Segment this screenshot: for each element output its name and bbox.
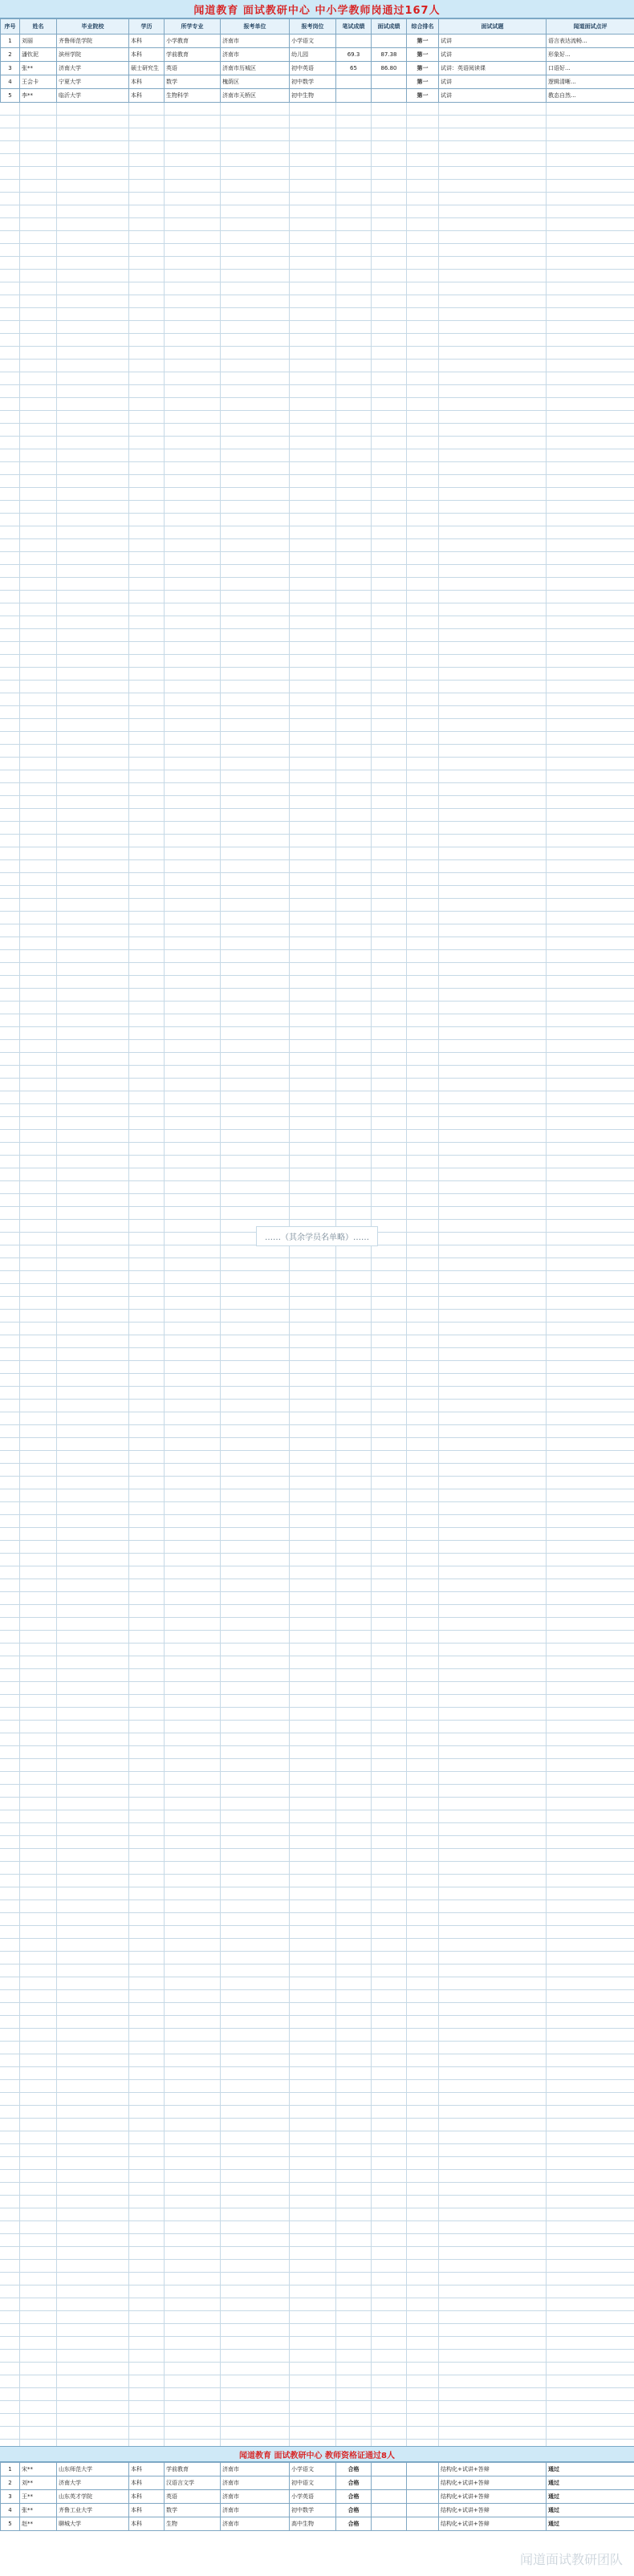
cell-degree: 本科 — [129, 2490, 165, 2504]
grid-line — [220, 103, 221, 2446]
cell-unit: 济南市 — [221, 2504, 290, 2517]
cell-no: 2 — [1, 48, 20, 62]
col-school: 毕业院校 — [57, 19, 129, 35]
table-row — [1, 2490, 634, 2504]
table-row — [1, 2463, 634, 2476]
cell-major: 小学教育 — [165, 35, 221, 48]
cell-school: 山东师范大学 — [57, 2463, 129, 2476]
table-body-continuation — [0, 103, 634, 2446]
cell-written — [336, 35, 372, 48]
cell-topic: 试讲 — [439, 89, 547, 103]
cell-name: 张** — [20, 2504, 57, 2517]
cell-note: 教态自然... — [547, 89, 634, 103]
col-topic: 面试试题 — [439, 19, 547, 35]
cell-rank — [407, 2463, 439, 2476]
cell-post: 小学英语 — [290, 2490, 336, 2504]
cell-note: 通过 — [547, 2490, 634, 2504]
cell-post: 初中生物 — [290, 89, 336, 103]
cell-school: 济南大学 — [57, 2476, 129, 2490]
col-written: 笔试成绩 — [336, 19, 372, 35]
col-post: 报考岗位 — [290, 19, 336, 35]
cell-post: 小学语文 — [290, 2463, 336, 2476]
cell-written: 合格 — [336, 2476, 372, 2490]
cell-topic: 试讲：英语阅读课 — [439, 62, 547, 75]
table-row — [1, 48, 634, 62]
grid-line — [56, 103, 57, 2446]
cell-interview — [372, 89, 407, 103]
cell-name: 潘钦泥 — [20, 48, 57, 62]
cell-topic: 试讲 — [439, 35, 547, 48]
cell-school: 山东英才学院 — [57, 2490, 129, 2504]
cell-written — [336, 89, 372, 103]
grid-line — [128, 103, 129, 2446]
cell-note: 口语好... — [547, 62, 634, 75]
cell-name: 张** — [20, 62, 57, 75]
cell-degree: 本科 — [129, 48, 165, 62]
table-row — [1, 89, 634, 103]
cell-name: 李** — [20, 89, 57, 103]
cell-unit: 济南市 — [221, 48, 290, 62]
cell-note: 语言表达流畅... — [547, 35, 634, 48]
cell-post: 初中语文 — [290, 2476, 336, 2490]
cell-topic: 结构化+试讲+答辩 — [439, 2490, 547, 2504]
cell-no: 4 — [1, 75, 20, 89]
cell-note: 通过 — [547, 2476, 634, 2490]
col-major: 所学专业 — [165, 19, 221, 35]
cell-rank: 第一 — [407, 89, 439, 103]
table-row — [1, 2476, 634, 2490]
grid-line — [371, 103, 372, 2446]
grid-line — [289, 103, 290, 2446]
cell-name: 赵** — [20, 2517, 57, 2531]
cell-note: 通过 — [547, 2463, 634, 2476]
cell-name: 刘** — [20, 2476, 57, 2490]
table-row — [1, 2504, 634, 2517]
cell-interview — [372, 35, 407, 48]
cell-post: 小学语文 — [290, 35, 336, 48]
cell-no: 3 — [1, 2490, 20, 2504]
cell-school: 宁夏大学 — [57, 75, 129, 89]
cell-school: 聊城大学 — [57, 2517, 129, 2531]
cell-rank — [407, 2504, 439, 2517]
cell-post: 初中英语 — [290, 62, 336, 75]
cell-unit: 济南市 — [221, 2490, 290, 2504]
cell-degree: 本科 — [129, 2476, 165, 2490]
cell-unit: 济南市 — [221, 2517, 290, 2531]
grid-line — [546, 103, 547, 2446]
cell-major: 英语 — [165, 2490, 221, 2504]
cell-degree: 本科 — [129, 75, 165, 89]
cell-unit: 济南市天桥区 — [221, 89, 290, 103]
grid-line — [438, 103, 439, 2446]
grid-line — [164, 103, 165, 2446]
cell-name: 王** — [20, 2490, 57, 2504]
grid-line — [335, 103, 336, 2446]
cell-rank: 第一 — [407, 62, 439, 75]
table-row — [1, 35, 634, 48]
cell-unit: 济南市历城区 — [221, 62, 290, 75]
cell-rank: 第一 — [407, 75, 439, 89]
cell-school: 滨州学院 — [57, 48, 129, 62]
cell-school: 临沂大学 — [57, 89, 129, 103]
results-table-bottom — [0, 2462, 634, 2531]
cell-interview — [372, 75, 407, 89]
cell-degree: 本科 — [129, 2463, 165, 2476]
cell-written: 合格 — [336, 2490, 372, 2504]
cell-topic: 结构化+试讲+答辩 — [439, 2517, 547, 2531]
cell-interview — [372, 2517, 407, 2531]
cell-name: 刘丽 — [20, 35, 57, 48]
cell-school: 齐鲁工业大学 — [57, 2504, 129, 2517]
cell-unit: 济南市 — [221, 2476, 290, 2490]
cell-no: 1 — [1, 2463, 20, 2476]
cell-interview — [372, 2490, 407, 2504]
cell-degree: 本科 — [129, 35, 165, 48]
cell-note: 通过 — [547, 2504, 634, 2517]
cell-interview: 86.80 — [372, 62, 407, 75]
cell-interview — [372, 2476, 407, 2490]
cell-no: 5 — [1, 89, 20, 103]
cell-rank: 第一 — [407, 48, 439, 62]
col-interview: 面试成绩 — [372, 19, 407, 35]
cell-written: 合格 — [336, 2463, 372, 2476]
cell-rank — [407, 2517, 439, 2531]
cell-rank — [407, 2476, 439, 2490]
cell-school: 齐鲁师范学院 — [57, 35, 129, 48]
cell-major: 学前教育 — [165, 2463, 221, 2476]
cell-rank: 第一 — [407, 35, 439, 48]
cell-name: 王会卡 — [20, 75, 57, 89]
cell-unit: 济南市 — [221, 35, 290, 48]
cell-major: 生物科学 — [165, 89, 221, 103]
results-table-top — [0, 18, 634, 103]
cell-no: 2 — [1, 2476, 20, 2490]
col-no: 序号 — [1, 19, 20, 35]
cell-no: 4 — [1, 2504, 20, 2517]
col-degree: 学历 — [129, 19, 165, 35]
cell-post: 高中生物 — [290, 2517, 336, 2531]
cell-school: 济南大学 — [57, 62, 129, 75]
cell-unit: 济南市 — [221, 2463, 290, 2476]
col-unit: 报考单位 — [221, 19, 290, 35]
omitted-rows-note: ……（其余学员名单略）…… — [256, 1226, 378, 1246]
cell-post: 初中数学 — [290, 75, 336, 89]
cell-post: 幼儿园 — [290, 48, 336, 62]
cell-degree: 本科 — [129, 2517, 165, 2531]
cell-interview: 87.38 — [372, 48, 407, 62]
cell-topic: 结构化+试讲+答辩 — [439, 2476, 547, 2490]
cell-note: 形象好... — [547, 48, 634, 62]
cell-interview — [372, 2504, 407, 2517]
grid-line — [19, 103, 20, 2446]
cell-topic: 结构化+试讲+答辩 — [439, 2463, 547, 2476]
col-rank: 综合排名 — [407, 19, 439, 35]
cell-written: 合格 — [336, 2517, 372, 2531]
cell-major: 汉语言文学 — [165, 2476, 221, 2490]
table-row — [1, 2517, 634, 2531]
cell-no: 5 — [1, 2517, 20, 2531]
cell-topic: 试讲 — [439, 75, 547, 89]
grid-line — [406, 103, 407, 2446]
cell-topic: 试讲 — [439, 48, 547, 62]
cell-major: 学前教育 — [165, 48, 221, 62]
col-name: 姓名 — [20, 19, 57, 35]
cell-degree: 硕士研究生 — [129, 62, 165, 75]
cell-post: 初中数学 — [290, 2504, 336, 2517]
cell-degree: 本科 — [129, 89, 165, 103]
col-note: 闻道面试点评 — [547, 19, 634, 35]
cell-name: 宋** — [20, 2463, 57, 2476]
cell-written — [336, 75, 372, 89]
page-title-banner: 闻道教育 面试教研中心 中小学教师岗通过167人 — [0, 0, 634, 18]
cell-major: 生物 — [165, 2517, 221, 2531]
cell-major: 数学 — [165, 75, 221, 89]
cell-rank — [407, 2490, 439, 2504]
cell-no: 1 — [1, 35, 20, 48]
table-row — [1, 75, 634, 89]
cell-written: 69.3 — [336, 48, 372, 62]
cell-written: 65 — [336, 62, 372, 75]
cell-unit: 槐荫区 — [221, 75, 290, 89]
cell-note: 通过 — [547, 2517, 634, 2531]
cell-degree: 本科 — [129, 2504, 165, 2517]
section-title-banner: 闻道教育 面试教研中心 教师资格证通过8人 — [0, 2446, 634, 2462]
cell-major: 数学 — [165, 2504, 221, 2517]
table-row — [1, 62, 634, 75]
table-header-row — [1, 19, 634, 35]
watermark: 闻道面试教研团队 — [519, 2552, 623, 2567]
cell-major: 英语 — [165, 62, 221, 75]
cell-topic: 结构化+试讲+答辩 — [439, 2504, 547, 2517]
cell-interview — [372, 2463, 407, 2476]
cell-no: 3 — [1, 62, 20, 75]
cell-note: 逻辑清晰... — [547, 75, 634, 89]
cell-written: 合格 — [336, 2504, 372, 2517]
